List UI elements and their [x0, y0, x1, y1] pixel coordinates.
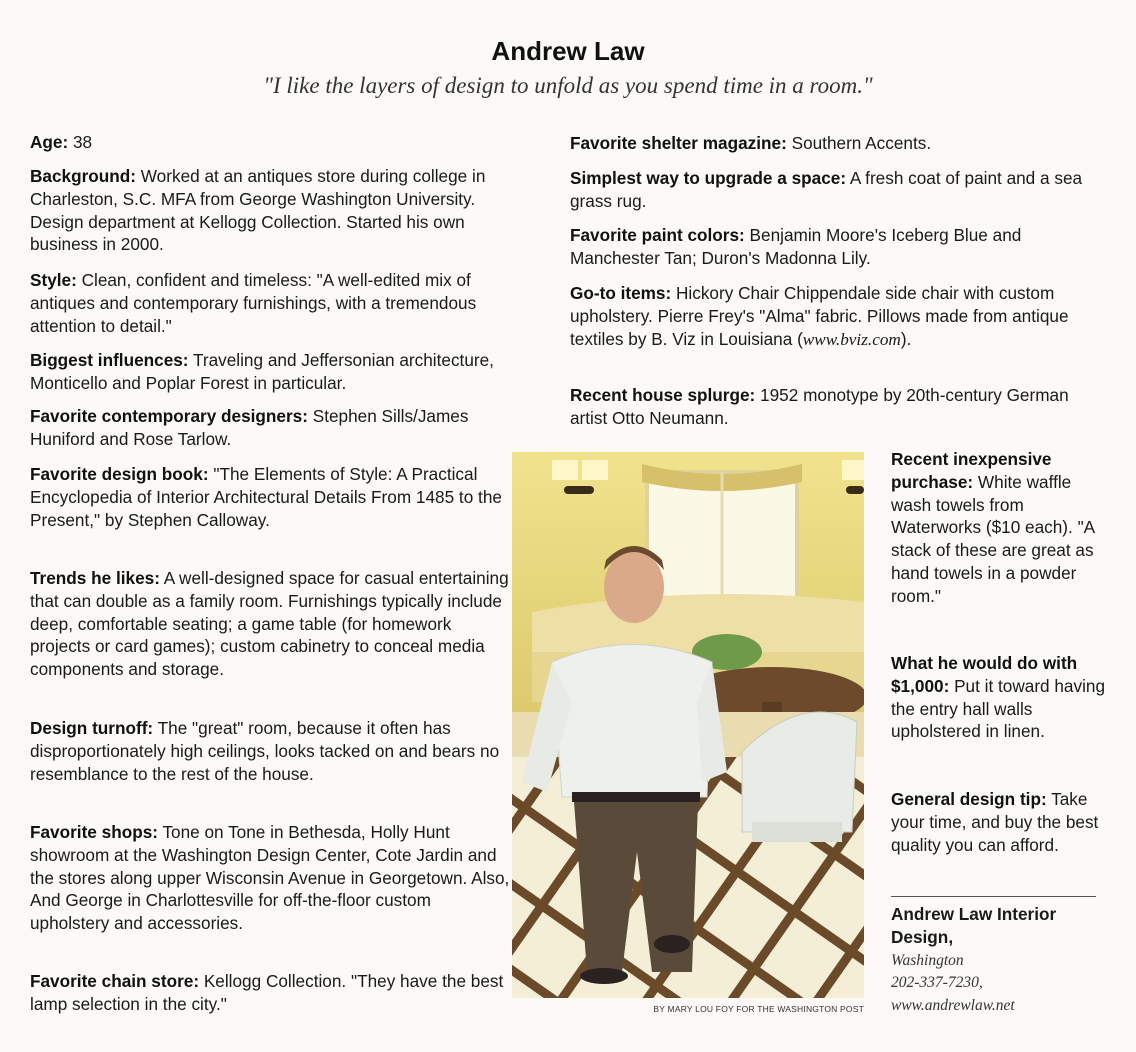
pull-quote: "I like the layers of design to unfold as you spend time in a room." — [263, 73, 873, 98]
item-background: Background: Worked at an antiques store during college in Charleston, S.C. MFA from George Washington University. Design department at Kellogg Collection. Started his own business in 2000. — [30, 166, 486, 255]
item-biggest-influences: Biggest influences: Traveling and Jeffersonian architecture, Monticello and Poplar Forest in particular. — [30, 350, 494, 393]
divider-rule — [891, 896, 1096, 897]
item-favorite-designers: Favorite contemporary designers: Stephen Sills/James Huniford and Rose Tarlow. — [30, 406, 469, 449]
interior-scene-image — [512, 452, 864, 998]
item-design-turnoff: Design turnoff: The "great" room, because it often has disproportionately high ceilings, looks tacked on and bears no resemblance to the rest of the house. — [30, 718, 500, 784]
item-favorite-design-book: Favorite design book: "The Elements of Style: A Practical Encyclopedia of Interior Architectural Details From 1485 to the Present," by Stephen Calloway. — [30, 464, 502, 530]
company-phone: 202-337-7230, — [891, 974, 983, 991]
website-link[interactable]: www.bviz.com — [802, 329, 901, 349]
item-design-tip: General design tip: Take your time, and buy the best quality you can afford. — [891, 789, 1099, 855]
photo-credit: BY MARY LOU FOY FOR THE WASHINGTON POST — [653, 1004, 864, 1014]
item-go-to-items: Go-to items: Hickory Chair Chippendale side chair with custom upholstery. Pierre Frey's "Alma" fabric. Pillows made from antique textiles by B. Viz in Louisiana (www.bviz.com). — [570, 283, 1069, 349]
item-upgrade-space: Simplest way to upgrade a space: A fresh coat of paint and a sea grass rug. — [570, 168, 1083, 211]
item-favorite-shops: Favorite shops: Tone on Tone in Bethesda, Holly Hunt showroom at the Washington Design Center, Cote Jardin and the stores along upper Wisconsin Avenue in Georgetown. Also, And George in Charlottesville for off-the-floor custom upholstery and accessories. — [30, 822, 510, 934]
item-shelter-magazine: Favorite shelter magazine: Southern Accents. — [570, 133, 932, 153]
item-age: Age: 38 — [30, 132, 93, 152]
article-title: Andrew Law — [491, 36, 645, 66]
item-trends: Trends he likes: A well-designed space for casual entertaining that can double as a family room. Furnishings typically include deep, comfortable seating; a game table (for homework projects or card games); custom cabinetry to conceal media components and storage. — [30, 568, 509, 680]
item-house-splurge: Recent house splurge: 1952 monotype by 20th-century German artist Otto Neumann. — [570, 385, 1069, 428]
item-inexpensive-purchase: Recent inexpensive purchase: White waffle wash towels from Waterworks ($10 each). "A stack of these are great as hand towels in a powder room." — [891, 449, 1095, 606]
portrait-photo — [512, 452, 864, 998]
company-city: Washington — [891, 952, 964, 969]
item-style: Style: Clean, confident and timeless: "A well-edited mix of antiques and contemporary furnishings, with a tremendous attention to detail." — [30, 270, 477, 336]
company-website-link[interactable]: www.andrewlaw.net — [891, 997, 1015, 1014]
item-favorite-chain-store: Favorite chain store: Kellogg Collection. "They have the best lamp selection in the city." — [30, 971, 504, 1014]
company-name: Andrew Law Interior Design, — [891, 904, 1057, 947]
item-would-do-1000: What he would do with $1,000: Put it toward having the entry hall walls upholstered in linen. — [891, 653, 1106, 742]
item-paint-colors: Favorite paint colors: Benjamin Moore's Iceberg Blue and Manchester Tan; Duron's Madonna Lily. — [570, 225, 1022, 268]
